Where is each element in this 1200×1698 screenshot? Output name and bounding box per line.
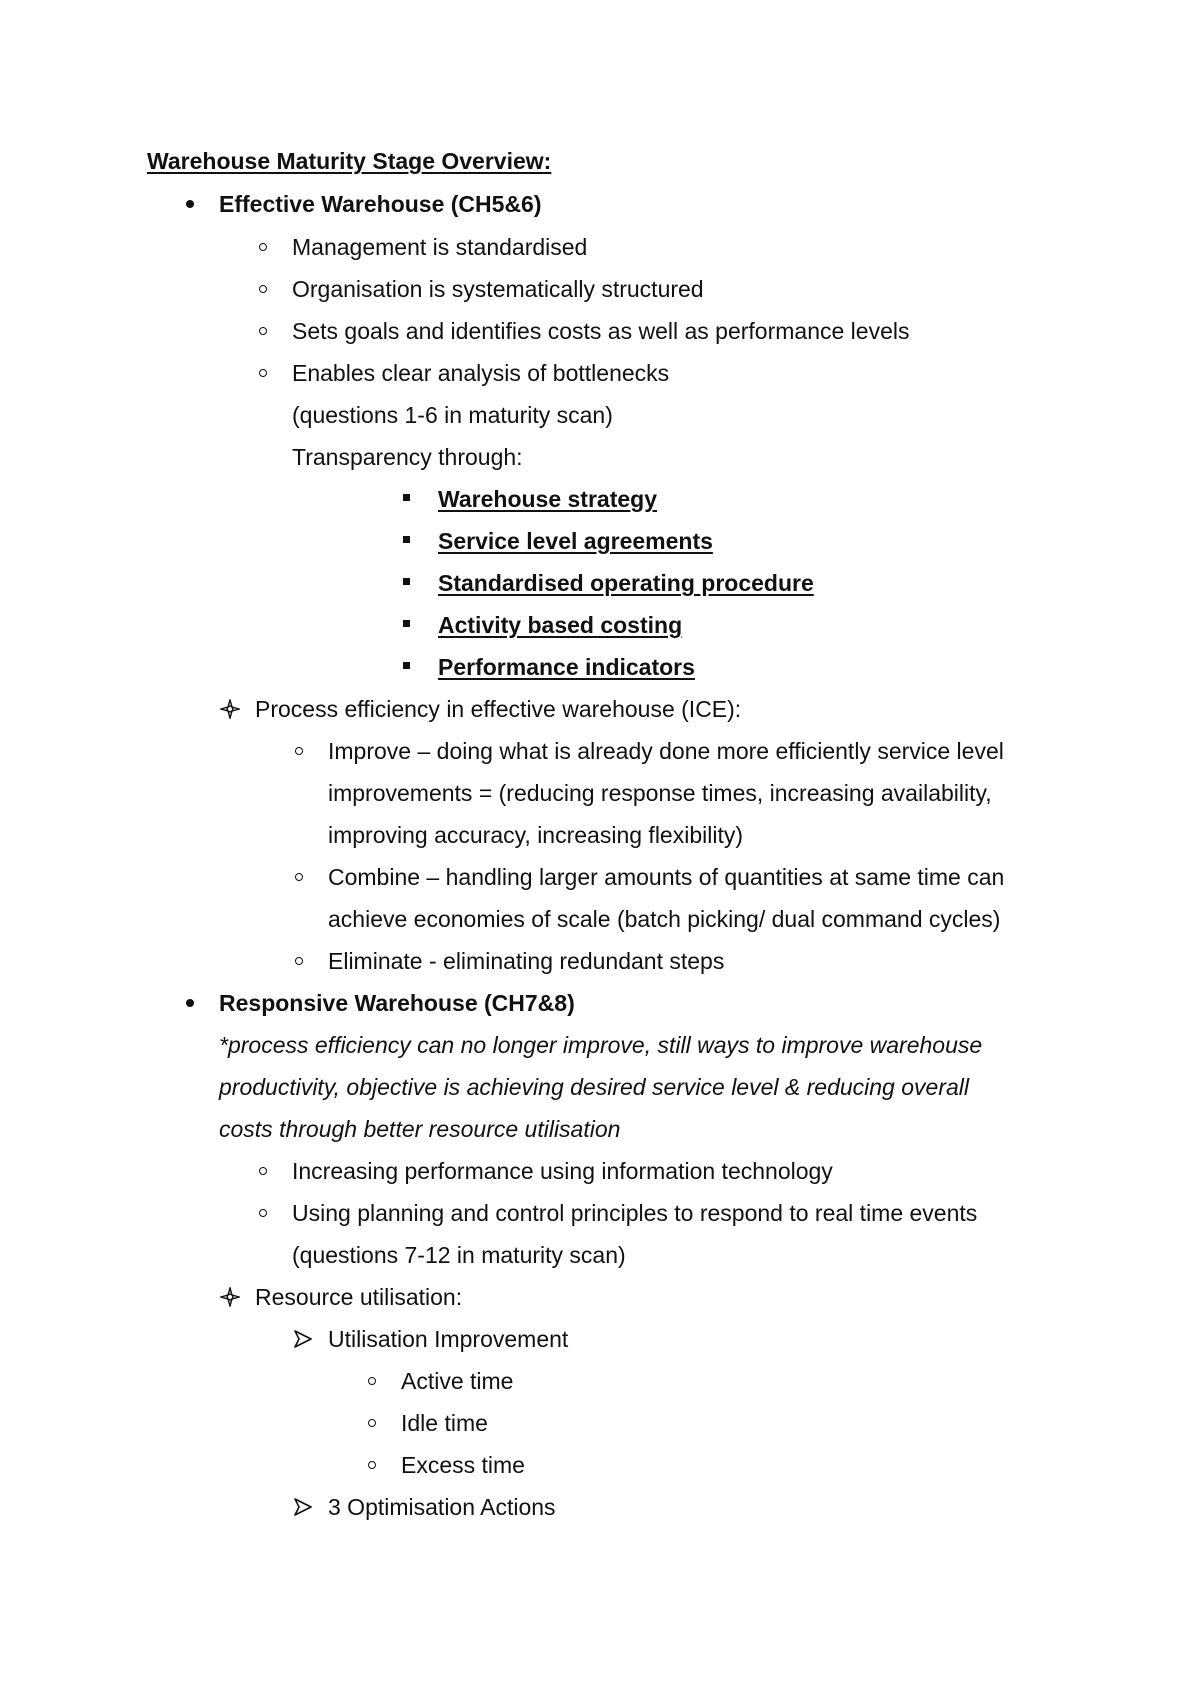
bullet-circle-icon: [295, 957, 303, 965]
transparency-label: Transparency through:: [292, 444, 523, 470]
effective-item: Sets goals and identifies costs as well as performance levels: [292, 318, 910, 344]
resource-utilisation-title: Resource utilisation:: [255, 1284, 463, 1310]
responsive-note-line: costs through better resource utilisation: [219, 1116, 621, 1142]
effective-warehouse-title: Effective Warehouse (CH5&6): [219, 191, 542, 217]
diamond-bullet-icon: [220, 699, 240, 719]
transparency-item: Performance indicators: [438, 654, 695, 680]
bullet-square-icon: [403, 578, 410, 585]
bullet-circle-icon: [368, 1377, 376, 1385]
bullet-circle-icon: [368, 1419, 376, 1427]
effective-item: Organisation is systematically structured: [292, 276, 704, 302]
arrow-bullet-icon: [294, 1498, 312, 1516]
diamond-bullet-icon: [220, 1287, 240, 1307]
ice-improve-line: improvements = (reducing response times, increasing availability,: [328, 780, 992, 806]
optimisation-actions-title: 3 Optimisation Actions: [328, 1494, 556, 1520]
bullet-circle-icon: [295, 873, 303, 881]
ice-combine-line: achieve economies of scale (batch picking/ dual command cycles): [328, 906, 1001, 932]
bullet-square-icon: [403, 662, 410, 669]
responsive-item: Increasing performance using information technology: [292, 1158, 833, 1184]
bullet-circle-icon: [368, 1461, 376, 1469]
arrow-bullet-icon: [294, 1330, 312, 1348]
effective-item: Enables clear analysis of bottlenecks: [292, 360, 670, 386]
utilisation-item: Excess time: [401, 1452, 525, 1478]
ice-eliminate-line: Eliminate - eliminating redundant steps: [328, 948, 725, 974]
ice-improve-line: improving accuracy, increasing flexibility): [328, 822, 743, 848]
bullet-square-icon: [403, 620, 410, 627]
transparency-item: Activity based costing: [438, 612, 683, 638]
utilisation-item: Idle time: [401, 1410, 488, 1436]
transparency-item: Warehouse strategy: [438, 486, 657, 512]
ice-combine-line: Combine – handling larger amounts of quantities at same time can: [328, 864, 1005, 890]
bullet-circle-icon: [259, 327, 267, 335]
bullet-circle-icon: [259, 285, 267, 293]
responsive-note-line: *process efficiency can no longer improve, still ways to improve warehouse: [219, 1032, 983, 1058]
bullet-dot-icon: [186, 999, 194, 1007]
utilisation-improvement-title: Utilisation Improvement: [328, 1326, 569, 1352]
responsive-questions-note: (questions 7-12 in maturity scan): [292, 1242, 626, 1268]
utilisation-item: Active time: [401, 1368, 514, 1394]
bullet-circle-icon: [259, 1209, 267, 1217]
responsive-item: Using planning and control principles to respond to real time events: [292, 1200, 978, 1226]
bullet-square-icon: [403, 536, 410, 543]
bullet-circle-icon: [259, 243, 267, 251]
responsive-warehouse-title: Responsive Warehouse (CH7&8): [219, 990, 575, 1016]
effective-questions-note: (questions 1-6 in maturity scan): [292, 402, 613, 428]
bullet-circle-icon: [295, 747, 303, 755]
bullet-square-icon: [403, 494, 410, 501]
transparency-item: Service level agreements: [438, 528, 713, 554]
page-heading: Warehouse Maturity Stage Overview:: [147, 148, 552, 174]
process-efficiency-title: Process efficiency in effective warehouse (ICE):: [255, 696, 742, 722]
responsive-note-line: productivity, objective is achieving desired service level & reducing overall: [219, 1074, 969, 1100]
ice-improve-line: Improve – doing what is already done more efficiently service level: [328, 738, 1004, 764]
transparency-item: Standardised operating procedure: [438, 570, 814, 596]
bullet-dot-icon: [186, 200, 194, 208]
effective-item: Management is standardised: [292, 234, 588, 260]
bullet-circle-icon: [259, 1167, 267, 1175]
bullet-circle-icon: [259, 369, 267, 377]
